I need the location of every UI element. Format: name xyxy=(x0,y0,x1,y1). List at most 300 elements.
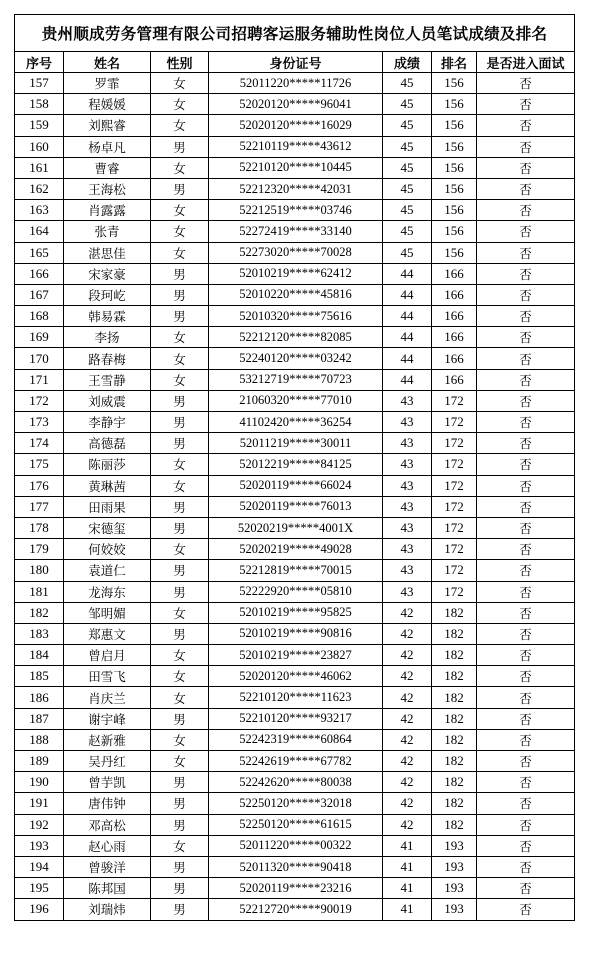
column-header-gender: 性别 xyxy=(151,52,209,73)
cell-rank: 156 xyxy=(432,178,477,199)
cell-interview: 否 xyxy=(477,178,575,199)
cell-score: 44 xyxy=(383,369,432,390)
cell-rank: 172 xyxy=(432,390,477,411)
cell-rank: 172 xyxy=(432,581,477,602)
cell-interview: 否 xyxy=(477,772,575,793)
cell-gender: 男 xyxy=(151,306,209,327)
cell-name: 田雨果 xyxy=(64,496,151,517)
cell-interview: 否 xyxy=(477,814,575,835)
table-row xyxy=(15,306,575,327)
cell-score: 41 xyxy=(383,878,432,899)
cell-name: 赵新雅 xyxy=(64,729,151,750)
cell-score: 43 xyxy=(383,496,432,517)
cell-id-number: 52011220*****00322 xyxy=(209,835,383,856)
cell-rank: 156 xyxy=(432,94,477,115)
table-row xyxy=(15,581,575,602)
cell-id-number: 52020219*****4001X xyxy=(209,517,383,538)
cell-score: 42 xyxy=(383,793,432,814)
cell-rank: 193 xyxy=(432,835,477,856)
table-row xyxy=(15,878,575,899)
cell-rank: 182 xyxy=(432,623,477,644)
cell-interview: 否 xyxy=(477,136,575,157)
cell-index: 188 xyxy=(15,729,64,750)
header-row xyxy=(15,52,575,73)
cell-id-number: 21060320*****77010 xyxy=(209,390,383,411)
cell-name: 湛思佳 xyxy=(64,242,151,263)
cell-rank: 172 xyxy=(432,454,477,475)
cell-id-number: 52272419*****33140 xyxy=(209,221,383,242)
cell-interview: 否 xyxy=(477,856,575,877)
cell-gender: 男 xyxy=(151,412,209,433)
cell-score: 43 xyxy=(383,581,432,602)
cell-name: 曾芋凯 xyxy=(64,772,151,793)
cell-rank: 156 xyxy=(432,136,477,157)
column-header-rank: 排名 xyxy=(432,52,477,73)
cell-gender: 女 xyxy=(151,200,209,221)
cell-score: 42 xyxy=(383,687,432,708)
cell-rank: 193 xyxy=(432,878,477,899)
cell-index: 191 xyxy=(15,793,64,814)
cell-rank: 172 xyxy=(432,433,477,454)
cell-gender: 女 xyxy=(151,454,209,475)
cell-gender: 女 xyxy=(151,348,209,369)
column-header-id-number: 身份证号 xyxy=(209,52,383,73)
cell-gender: 女 xyxy=(151,666,209,687)
cell-interview: 否 xyxy=(477,496,575,517)
cell-index: 172 xyxy=(15,390,64,411)
cell-name: 曾启月 xyxy=(64,645,151,666)
cell-score: 42 xyxy=(383,708,432,729)
cell-index: 190 xyxy=(15,772,64,793)
cell-id-number: 52010219*****90816 xyxy=(209,623,383,644)
cell-index: 161 xyxy=(15,157,64,178)
table-row xyxy=(15,94,575,115)
table-row xyxy=(15,178,575,199)
cell-gender: 女 xyxy=(151,751,209,772)
cell-interview: 否 xyxy=(477,263,575,284)
table-row xyxy=(15,412,575,433)
cell-interview: 否 xyxy=(477,687,575,708)
cell-rank: 182 xyxy=(432,751,477,772)
cell-index: 178 xyxy=(15,517,64,538)
cell-index: 163 xyxy=(15,200,64,221)
cell-interview: 否 xyxy=(477,454,575,475)
cell-interview: 否 xyxy=(477,581,575,602)
cell-interview: 否 xyxy=(477,94,575,115)
table-row xyxy=(15,73,575,94)
cell-index: 189 xyxy=(15,751,64,772)
cell-score: 45 xyxy=(383,94,432,115)
cell-id-number: 52212819*****70015 xyxy=(209,560,383,581)
cell-index: 175 xyxy=(15,454,64,475)
cell-gender: 女 xyxy=(151,835,209,856)
cell-gender: 男 xyxy=(151,517,209,538)
cell-index: 174 xyxy=(15,433,64,454)
table-body xyxy=(15,73,575,921)
cell-gender: 女 xyxy=(151,242,209,263)
table-row xyxy=(15,390,575,411)
cell-index: 160 xyxy=(15,136,64,157)
cell-name: 郑惠文 xyxy=(64,623,151,644)
cell-rank: 172 xyxy=(432,496,477,517)
cell-rank: 193 xyxy=(432,856,477,877)
cell-name: 肖露露 xyxy=(64,200,151,221)
results-sheet xyxy=(14,14,574,921)
cell-id-number: 52010219*****95825 xyxy=(209,602,383,623)
cell-name: 王海松 xyxy=(64,178,151,199)
table-row xyxy=(15,475,575,496)
cell-id-number: 52242319*****60864 xyxy=(209,729,383,750)
table-row xyxy=(15,856,575,877)
cell-interview: 否 xyxy=(477,517,575,538)
cell-score: 45 xyxy=(383,157,432,178)
cell-gender: 女 xyxy=(151,645,209,666)
cell-rank: 166 xyxy=(432,284,477,305)
cell-id-number: 52011220*****11726 xyxy=(209,73,383,94)
cell-interview: 否 xyxy=(477,751,575,772)
cell-id-number: 52020119*****76013 xyxy=(209,496,383,517)
cell-name: 邓高松 xyxy=(64,814,151,835)
cell-score: 45 xyxy=(383,221,432,242)
table-row xyxy=(15,284,575,305)
cell-name: 李静宇 xyxy=(64,412,151,433)
cell-index: 183 xyxy=(15,623,64,644)
cell-score: 44 xyxy=(383,284,432,305)
cell-rank: 193 xyxy=(432,899,477,920)
cell-rank: 156 xyxy=(432,242,477,263)
cell-id-number: 52222920*****05810 xyxy=(209,581,383,602)
table-row xyxy=(15,602,575,623)
cell-interview: 否 xyxy=(477,390,575,411)
cell-gender: 男 xyxy=(151,263,209,284)
cell-score: 44 xyxy=(383,327,432,348)
cell-rank: 172 xyxy=(432,412,477,433)
cell-name: 袁道仁 xyxy=(64,560,151,581)
cell-interview: 否 xyxy=(477,666,575,687)
cell-id-number: 52010320*****75616 xyxy=(209,306,383,327)
cell-gender: 男 xyxy=(151,284,209,305)
cell-index: 192 xyxy=(15,814,64,835)
cell-id-number: 52212320*****42031 xyxy=(209,178,383,199)
cell-gender: 女 xyxy=(151,369,209,390)
cell-index: 168 xyxy=(15,306,64,327)
cell-index: 182 xyxy=(15,602,64,623)
cell-id-number: 52212519*****03746 xyxy=(209,200,383,221)
cell-rank: 156 xyxy=(432,221,477,242)
cell-gender: 女 xyxy=(151,475,209,496)
column-header-name: 姓名 xyxy=(64,52,151,73)
cell-id-number: 41102420*****36254 xyxy=(209,412,383,433)
cell-rank: 182 xyxy=(432,729,477,750)
cell-rank: 182 xyxy=(432,645,477,666)
cell-interview: 否 xyxy=(477,602,575,623)
cell-interview: 否 xyxy=(477,200,575,221)
cell-name: 程媛媛 xyxy=(64,94,151,115)
table-row xyxy=(15,517,575,538)
cell-score: 42 xyxy=(383,772,432,793)
cell-name: 黄琳茜 xyxy=(64,475,151,496)
cell-index: 171 xyxy=(15,369,64,390)
table-row xyxy=(15,623,575,644)
cell-score: 45 xyxy=(383,178,432,199)
cell-gender: 男 xyxy=(151,623,209,644)
cell-gender: 男 xyxy=(151,178,209,199)
table-row xyxy=(15,560,575,581)
cell-interview: 否 xyxy=(477,221,575,242)
cell-rank: 156 xyxy=(432,200,477,221)
cell-name: 宋德玺 xyxy=(64,517,151,538)
cell-name: 王雪静 xyxy=(64,369,151,390)
table-row xyxy=(15,687,575,708)
table-row xyxy=(15,814,575,835)
cell-interview: 否 xyxy=(477,793,575,814)
cell-rank: 166 xyxy=(432,327,477,348)
cell-interview: 否 xyxy=(477,899,575,920)
table-row xyxy=(15,136,575,157)
cell-score: 43 xyxy=(383,475,432,496)
table-row xyxy=(15,348,575,369)
cell-gender: 女 xyxy=(151,157,209,178)
cell-gender: 女 xyxy=(151,221,209,242)
table-row xyxy=(15,263,575,284)
cell-interview: 否 xyxy=(477,539,575,560)
cell-id-number: 52010220*****45816 xyxy=(209,284,383,305)
cell-score: 44 xyxy=(383,306,432,327)
cell-interview: 否 xyxy=(477,475,575,496)
cell-id-number: 52210120*****11623 xyxy=(209,687,383,708)
cell-name: 唐伟钟 xyxy=(64,793,151,814)
cell-rank: 172 xyxy=(432,475,477,496)
cell-id-number: 52240120*****03242 xyxy=(209,348,383,369)
cell-gender: 男 xyxy=(151,496,209,517)
cell-id-number: 52210120*****93217 xyxy=(209,708,383,729)
table-row xyxy=(15,793,575,814)
table-row xyxy=(15,772,575,793)
cell-rank: 172 xyxy=(432,517,477,538)
cell-score: 42 xyxy=(383,602,432,623)
cell-name: 陈邦国 xyxy=(64,878,151,899)
cell-score: 45 xyxy=(383,115,432,136)
cell-score: 42 xyxy=(383,751,432,772)
cell-score: 43 xyxy=(383,539,432,560)
cell-interview: 否 xyxy=(477,412,575,433)
cell-gender: 男 xyxy=(151,433,209,454)
cell-name: 邹明媚 xyxy=(64,602,151,623)
cell-name: 龙海东 xyxy=(64,581,151,602)
cell-name: 段珂屹 xyxy=(64,284,151,305)
cell-index: 170 xyxy=(15,348,64,369)
cell-rank: 156 xyxy=(432,157,477,178)
cell-index: 195 xyxy=(15,878,64,899)
cell-gender: 女 xyxy=(151,73,209,94)
cell-name: 路春梅 xyxy=(64,348,151,369)
cell-id-number: 52020119*****23216 xyxy=(209,878,383,899)
cell-id-number: 52011320*****90418 xyxy=(209,856,383,877)
cell-id-number: 52010219*****23827 xyxy=(209,645,383,666)
table-row xyxy=(15,708,575,729)
cell-id-number: 52210119*****43612 xyxy=(209,136,383,157)
cell-gender: 女 xyxy=(151,539,209,560)
cell-name: 何姣姣 xyxy=(64,539,151,560)
cell-interview: 否 xyxy=(477,157,575,178)
cell-gender: 女 xyxy=(151,729,209,750)
cell-index: 177 xyxy=(15,496,64,517)
cell-interview: 否 xyxy=(477,623,575,644)
cell-index: 159 xyxy=(15,115,64,136)
cell-id-number: 52020120*****16029 xyxy=(209,115,383,136)
cell-gender: 女 xyxy=(151,94,209,115)
cell-interview: 否 xyxy=(477,306,575,327)
cell-rank: 166 xyxy=(432,348,477,369)
cell-name: 曾骏洋 xyxy=(64,856,151,877)
table-title: 贵州顺成劳务管理有限公司招聘客运服务辅助性岗位人员笔试成绩及排名 xyxy=(15,15,575,52)
cell-id-number: 52020120*****96041 xyxy=(209,94,383,115)
cell-id-number: 53212719*****70723 xyxy=(209,369,383,390)
cell-gender: 男 xyxy=(151,560,209,581)
cell-index: 184 xyxy=(15,645,64,666)
cell-interview: 否 xyxy=(477,645,575,666)
table-row xyxy=(15,751,575,772)
cell-index: 173 xyxy=(15,412,64,433)
cell-index: 187 xyxy=(15,708,64,729)
cell-name: 罗霏 xyxy=(64,73,151,94)
cell-name: 刘威震 xyxy=(64,390,151,411)
cell-name: 刘瑞炜 xyxy=(64,899,151,920)
cell-name: 赵心雨 xyxy=(64,835,151,856)
cell-rank: 182 xyxy=(432,602,477,623)
cell-index: 162 xyxy=(15,178,64,199)
cell-score: 43 xyxy=(383,390,432,411)
cell-index: 176 xyxy=(15,475,64,496)
cell-index: 186 xyxy=(15,687,64,708)
table-row xyxy=(15,899,575,920)
cell-gender: 女 xyxy=(151,687,209,708)
cell-name: 高德磊 xyxy=(64,433,151,454)
cell-interview: 否 xyxy=(477,327,575,348)
cell-index: 196 xyxy=(15,899,64,920)
cell-gender: 男 xyxy=(151,581,209,602)
table-row xyxy=(15,835,575,856)
cell-interview: 否 xyxy=(477,433,575,454)
cell-name: 宋家豪 xyxy=(64,263,151,284)
cell-name: 张青 xyxy=(64,221,151,242)
cell-id-number: 52212120*****82085 xyxy=(209,327,383,348)
cell-name: 李扬 xyxy=(64,327,151,348)
cell-index: 165 xyxy=(15,242,64,263)
cell-score: 43 xyxy=(383,517,432,538)
table-row xyxy=(15,496,575,517)
table-row xyxy=(15,115,575,136)
cell-id-number: 52273020*****70028 xyxy=(209,242,383,263)
cell-gender: 男 xyxy=(151,814,209,835)
cell-gender: 男 xyxy=(151,899,209,920)
cell-score: 41 xyxy=(383,899,432,920)
cell-rank: 172 xyxy=(432,539,477,560)
cell-interview: 否 xyxy=(477,73,575,94)
cell-score: 43 xyxy=(383,560,432,581)
cell-id-number: 52020120*****46062 xyxy=(209,666,383,687)
table-row xyxy=(15,433,575,454)
cell-rank: 166 xyxy=(432,369,477,390)
table-row xyxy=(15,645,575,666)
cell-rank: 182 xyxy=(432,772,477,793)
cell-rank: 182 xyxy=(432,814,477,835)
cell-rank: 182 xyxy=(432,793,477,814)
cell-id-number: 52010219*****62412 xyxy=(209,263,383,284)
cell-score: 42 xyxy=(383,814,432,835)
results-table xyxy=(14,14,575,921)
cell-id-number: 52250120*****32018 xyxy=(209,793,383,814)
cell-score: 45 xyxy=(383,242,432,263)
cell-interview: 否 xyxy=(477,242,575,263)
table-row xyxy=(15,539,575,560)
table-row xyxy=(15,242,575,263)
cell-name: 田雪飞 xyxy=(64,666,151,687)
cell-score: 44 xyxy=(383,348,432,369)
cell-score: 42 xyxy=(383,645,432,666)
cell-id-number: 52020219*****49028 xyxy=(209,539,383,560)
cell-id-number: 52012219*****84125 xyxy=(209,454,383,475)
column-header-index: 序号 xyxy=(15,52,64,73)
cell-index: 169 xyxy=(15,327,64,348)
cell-index: 164 xyxy=(15,221,64,242)
cell-index: 180 xyxy=(15,560,64,581)
cell-index: 185 xyxy=(15,666,64,687)
column-header-interview: 是否进入面试 xyxy=(477,52,575,73)
cell-score: 45 xyxy=(383,136,432,157)
cell-name: 谢宇峰 xyxy=(64,708,151,729)
cell-score: 45 xyxy=(383,73,432,94)
cell-id-number: 52242619*****67782 xyxy=(209,751,383,772)
cell-score: 43 xyxy=(383,412,432,433)
cell-name: 刘熙睿 xyxy=(64,115,151,136)
cell-index: 158 xyxy=(15,94,64,115)
table-row xyxy=(15,666,575,687)
cell-score: 43 xyxy=(383,433,432,454)
cell-interview: 否 xyxy=(477,284,575,305)
cell-gender: 男 xyxy=(151,856,209,877)
cell-score: 41 xyxy=(383,856,432,877)
cell-score: 41 xyxy=(383,835,432,856)
cell-interview: 否 xyxy=(477,560,575,581)
cell-name: 杨卓凡 xyxy=(64,136,151,157)
cell-name: 肖庆兰 xyxy=(64,687,151,708)
cell-id-number: 52242620*****80038 xyxy=(209,772,383,793)
table-row xyxy=(15,200,575,221)
column-header-score: 成绩 xyxy=(383,52,432,73)
cell-interview: 否 xyxy=(477,835,575,856)
cell-gender: 女 xyxy=(151,602,209,623)
cell-rank: 172 xyxy=(432,560,477,581)
cell-name: 陈丽莎 xyxy=(64,454,151,475)
cell-name: 吴丹红 xyxy=(64,751,151,772)
cell-rank: 182 xyxy=(432,666,477,687)
cell-rank: 182 xyxy=(432,708,477,729)
table-row xyxy=(15,221,575,242)
cell-gender: 女 xyxy=(151,327,209,348)
cell-interview: 否 xyxy=(477,369,575,390)
cell-interview: 否 xyxy=(477,348,575,369)
cell-index: 194 xyxy=(15,856,64,877)
cell-interview: 否 xyxy=(477,708,575,729)
cell-rank: 156 xyxy=(432,73,477,94)
cell-interview: 否 xyxy=(477,115,575,136)
cell-gender: 男 xyxy=(151,136,209,157)
cell-name: 曹睿 xyxy=(64,157,151,178)
cell-gender: 男 xyxy=(151,390,209,411)
cell-gender: 男 xyxy=(151,878,209,899)
table-row xyxy=(15,327,575,348)
